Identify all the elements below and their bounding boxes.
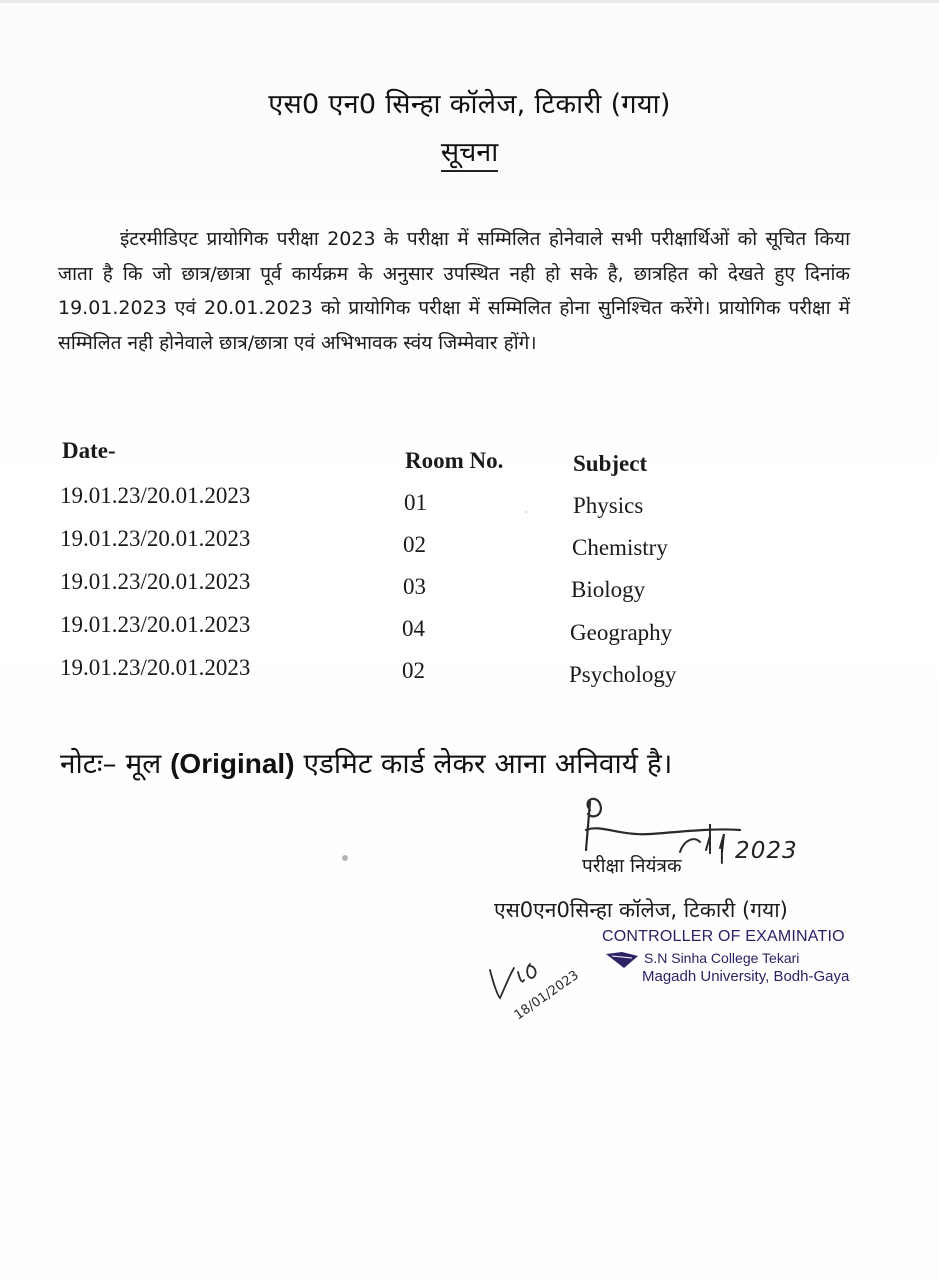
note-bold: (Original) [170, 748, 295, 779]
row-1-date: 19.01.23/20.01.2023 [60, 483, 251, 508]
row-3-date: 19.01.23/20.01.2023 [60, 569, 251, 594]
note-prefix: नोटः– मूल [60, 747, 171, 780]
notice-heading-text: सूचना [441, 137, 498, 172]
row-4-room: 04 [402, 616, 425, 641]
row-2-date: 19.01.23/20.01.2023 [60, 526, 251, 551]
row-4-subject: Geography [570, 620, 673, 645]
top-edge-line [0, 0, 939, 3]
header-subject: Subject [573, 451, 648, 476]
row-5-date: 19.01.23/20.01.2023 [60, 655, 251, 680]
row-1-room: 01 [404, 490, 427, 515]
college-title: एस0 एन0 सिन्हा कॉलेज, टिकारी (गया) [268, 89, 671, 120]
row-1-subject: Physics [573, 493, 644, 518]
svg-text:18/01/2023: 18/01/2023 [511, 968, 582, 1024]
speck-mark-2 [342, 855, 348, 861]
note-suffix: एडमिट कार्ड लेकर आना अनिवार्य है। [294, 747, 673, 780]
header-date: Date- [62, 438, 116, 463]
notice-paragraph: इंटरमीडिएट प्रायोगिक परीक्षा 2023 के परीक्षा में सम्मिलित होनेवाले सभी परीक्षार्थिओं को सूचित किया जाता है कि जो छात्र/छात्रा पूर्व कार्यक्रम के अनुसार उपस्थित नही हो सके है, छात्रहित को देखते हुए दिनांक 19.01.2023 एवं 20.01.2023 को प्रायोगिक परीक्षा में सम्मिलित होना सुनिश्चित करेंगे। प्रायोगिक परीक्षा में सम्मिलित नही होनेवाले छात्र/छात्रा एवं अभिभावक स्वंय जिम्मेवार होंगे। [58, 228, 850, 354]
stamp-college: S.N Sinha College Tekari [644, 950, 800, 966]
admit-card-note [60, 744, 672, 782]
row-5-subject: Psychology [569, 662, 677, 687]
signature-label: परीक्षा नियंत्रक [582, 855, 682, 877]
row-5-room: 02 [402, 658, 425, 683]
initials-signature-icon [480, 950, 590, 1030]
notice-heading [0, 132, 939, 169]
stamp-emblem-icon [604, 950, 644, 970]
speck-mark [525, 511, 527, 513]
stamp-university: Magadh University, Bodh-Gaya [642, 968, 850, 985]
signature-college: एस0एन0सिन्हा कॉलेज, टिकारी (गया) [494, 898, 788, 922]
signature-date: | 2023 [718, 838, 798, 864]
stamp-title: CONTROLLER OF EXAMINATIO [602, 928, 845, 945]
header-room: Room No. [405, 448, 504, 473]
row-2-room: 02 [403, 532, 426, 557]
row-4-date: 19.01.23/20.01.2023 [60, 612, 251, 637]
row-3-subject: Biology [571, 577, 646, 602]
row-3-room: 03 [403, 574, 426, 599]
row-2-subject: Chemistry [572, 535, 668, 560]
